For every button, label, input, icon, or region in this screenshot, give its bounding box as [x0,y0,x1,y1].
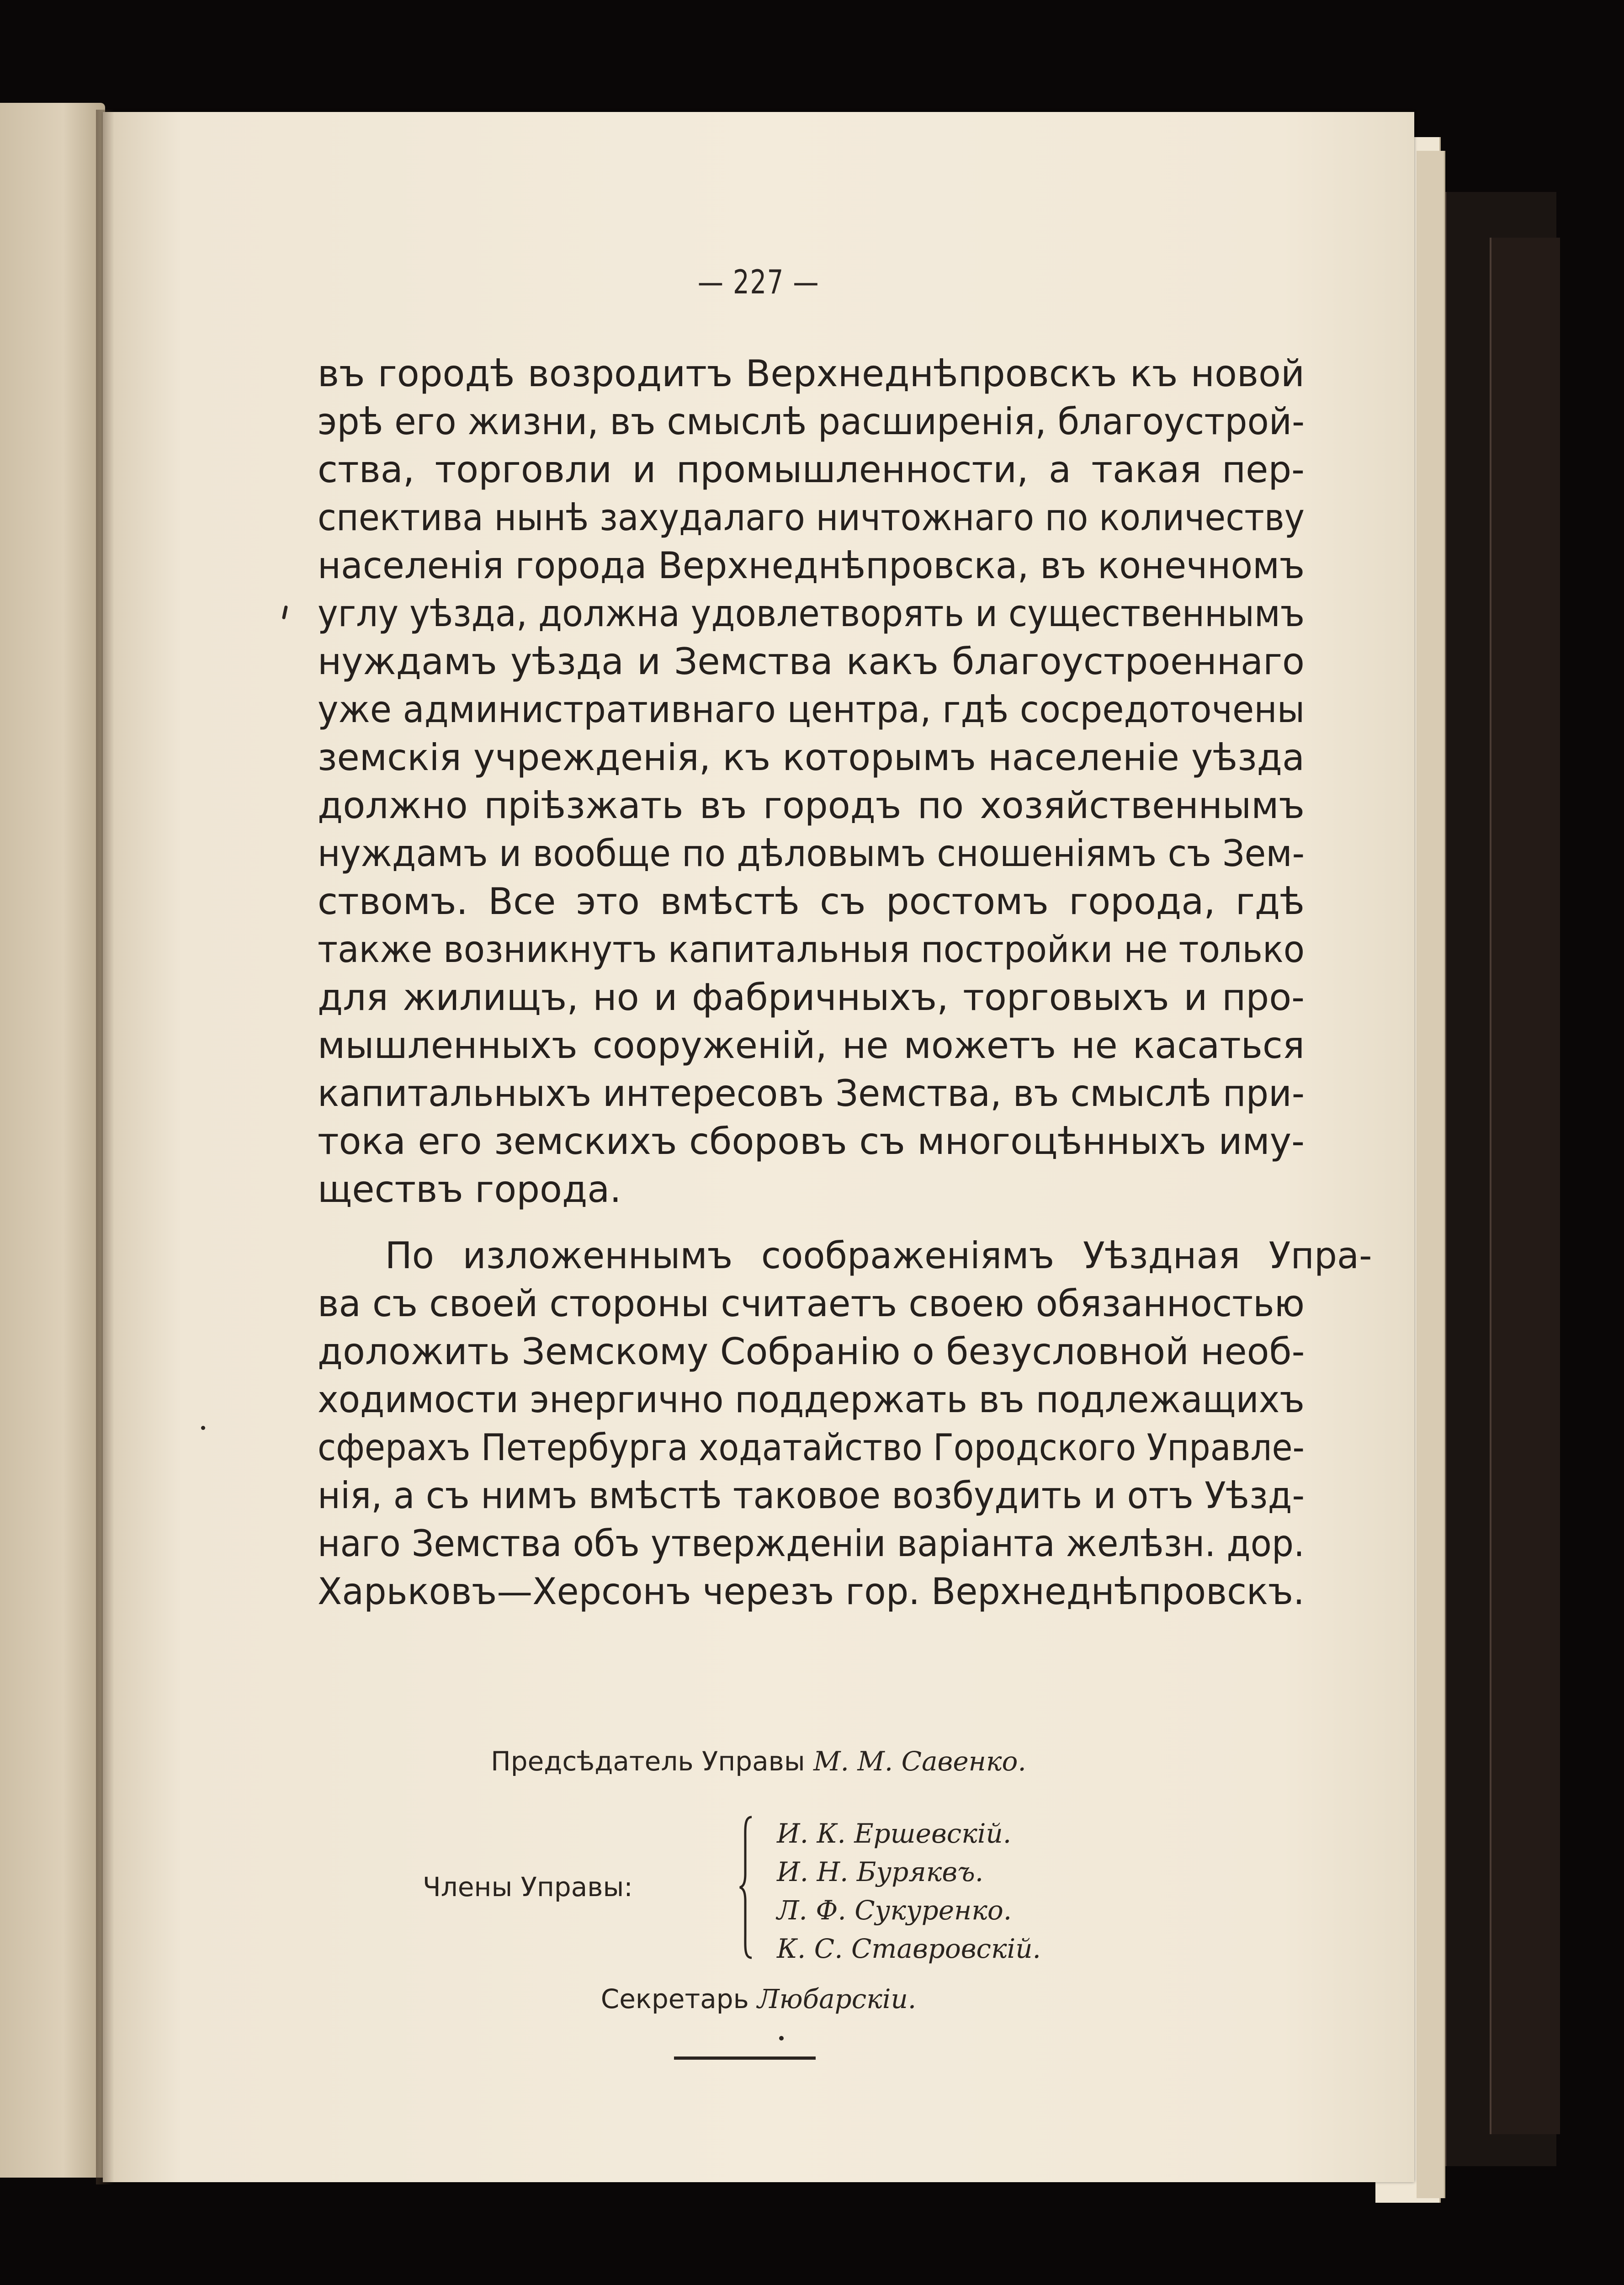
text-line: уже административнаго центра, гдѣ сосредоточены [318,688,1305,731]
chairman-signature [103,1746,1414,1777]
text-line: должно пріѣзжать въ городъ по хозяйственнымъ [318,784,1305,827]
secretary-title: Секретарь [600,1983,749,2014]
text-line: спектива нынѣ захудалаго ничтожнаго по количеству [318,496,1305,539]
page-number: — 227 — [697,263,820,301]
chairman-title: Предсѣдатель Управы [491,1746,805,1777]
text-line: ществъ города. [318,1168,621,1211]
text-line: земскія учрежденія, къ которымъ населеніе уѣзда [318,736,1305,779]
previous-page-edge [0,103,105,2178]
member-name: К. С. Ставровскій. [777,1933,1041,1964]
text-line: ствомъ. Все это вмѣстѣ съ ростомъ города, гдѣ [318,880,1305,923]
text-line: ва съ своей стороны считаетъ своею обязанностью [318,1282,1305,1325]
text-line: Харьковъ—Херсонъ черезъ гор. Верхнеднѣпровскъ. [318,1570,1305,1613]
text-line: наго Земства объ утвержденіи варіанта желѣзн. дор. [318,1522,1305,1565]
secretary-name: Любарскіи. [757,1983,917,2014]
text-line: капитальныхъ интересовъ Земства, въ смыслѣ при- [318,1072,1305,1115]
text-line: населенія города Верхнеднѣпровска, въ конечномъ [318,544,1305,587]
text-line: нуждамъ и вообще по дѣловымъ сношеніямъ съ Зем- [318,832,1305,875]
text-line: нуждамъ уѣзда и Земства какъ благоустроеннаго [318,640,1305,683]
board-members [423,1814,1108,1965]
ink-speck [201,1426,205,1430]
closing-rule [674,2056,816,2060]
chairman-name: М. М. Савенко. [813,1746,1026,1777]
body-text [318,350,1372,1615]
text-line: мышленныхъ сооруженій, не можетъ не касаться [318,1024,1305,1067]
brace-icon [738,1814,756,1961]
text-line: тока его земскихъ сборовъ съ многоцѣнныхъ иму- [318,1120,1305,1163]
book-page [103,112,1414,2182]
text-line: углу уѣзда, должна удовлетворять и существеннымъ [318,592,1305,635]
text-line: ства, торговли и промышленности, а такая пер- [318,448,1305,491]
book-cover-edge-inner [1490,238,1560,2134]
member-name: И. Н. Буряквъ. [777,1856,984,1887]
page-gutter-shadow [96,110,114,2184]
page-stack-edge-shadow [1417,151,1445,2198]
text-line: эрѣ его жизни, въ смыслѣ расширенія, благоустрой- [318,400,1305,443]
secretary-signature [103,1983,1414,2014]
text-line: для жилищъ, но и фабричныхъ, торговыхъ и про- [318,976,1305,1019]
text-line: ходимости энергично поддержать въ подлежащихъ [318,1378,1305,1421]
text-line: въ городѣ возродитъ Верхнеднѣпровскъ къ новой [318,352,1305,395]
member-name: Л. Ф. Сукуренко. [777,1895,1012,1926]
text-line: нія, а съ нимъ вмѣстѣ таковое возбудить и отъ Уѣзд- [318,1474,1305,1517]
text-line: доложить Земскому Собранію о безусловной необ- [318,1330,1305,1373]
paragraph-1 [318,350,1305,1213]
paragraph-2 [318,1232,1372,1615]
ink-speck [779,2036,784,2041]
members-list [777,1814,1041,1968]
member-name: И. К. Ершевскій. [777,1818,1012,1849]
text-line: также возникнутъ капитальныя постройки не только [318,928,1305,971]
members-label: Члены Управы: [423,1871,633,1902]
ink-speck [282,606,288,620]
text-line: сферахъ Петербурга ходатайство Городского Управле- [318,1426,1305,1469]
text-line: По изложеннымъ соображеніямъ Уѣздная Упра- [385,1234,1372,1277]
